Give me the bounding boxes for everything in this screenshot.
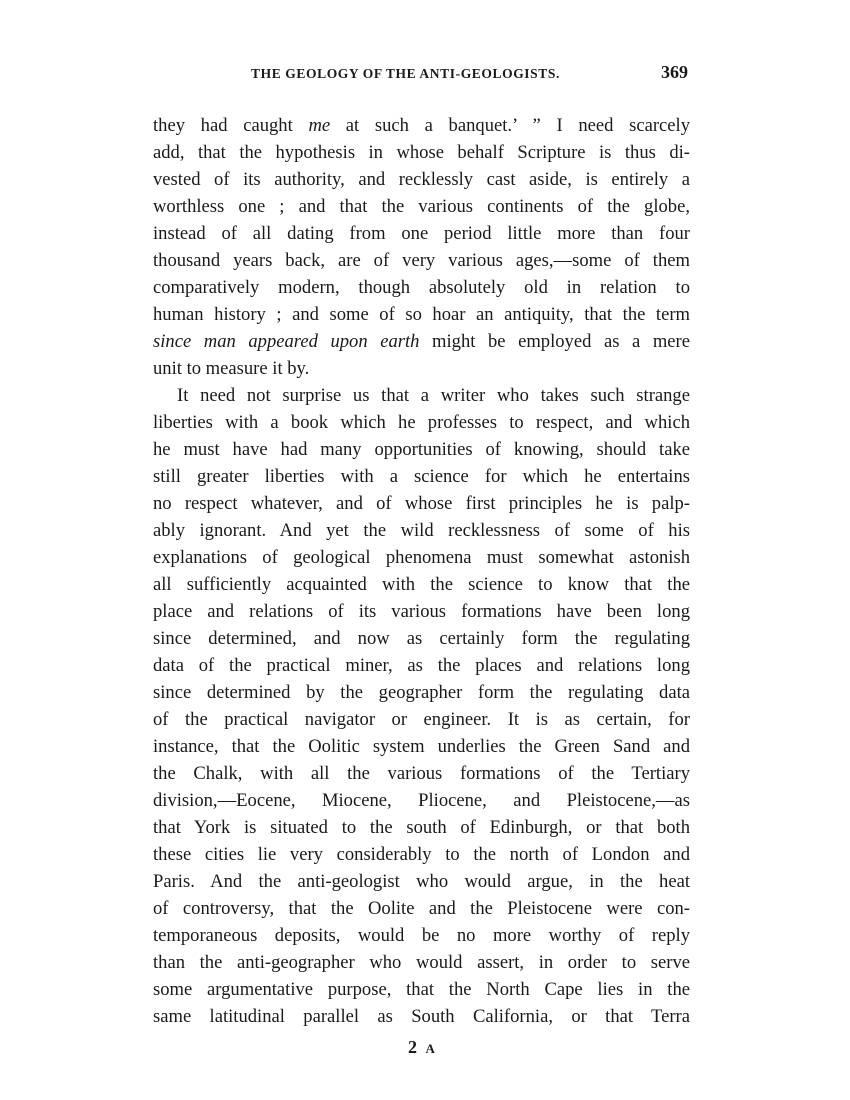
line-text: Paris. And the anti-geologist who would argue, in the heat xyxy=(153,871,690,892)
signature-number: 2 xyxy=(408,1037,420,1057)
line-text: at such a banquet.’ ” I need scarcely xyxy=(330,115,690,136)
line-text: since determined, and now as certainly form the regulating xyxy=(153,628,690,649)
text-line xyxy=(153,814,690,841)
text-line xyxy=(153,193,690,220)
text-line xyxy=(153,625,690,652)
text-line xyxy=(153,409,690,436)
text-line xyxy=(153,841,690,868)
text-line xyxy=(153,706,690,733)
text-line xyxy=(153,976,690,1003)
text-line xyxy=(153,301,690,328)
text-line xyxy=(153,571,690,598)
line-text: human history ; and some of so hoar an antiquity, that the term xyxy=(153,304,690,325)
line-text: temporaneous deposits, would be no more worthy of reply xyxy=(153,925,690,946)
text-line xyxy=(153,139,690,166)
text-line xyxy=(153,652,690,679)
text-line xyxy=(153,166,690,193)
text-line xyxy=(153,895,690,922)
text-line xyxy=(153,949,690,976)
text-line xyxy=(153,679,690,706)
running-head xyxy=(153,60,690,90)
line-text: these cities lie very considerably to the north of London and xyxy=(153,844,690,865)
text-line xyxy=(153,328,690,355)
line-text: still greater liberties with a science for which he entertains xyxy=(153,466,690,487)
text-line xyxy=(153,490,690,517)
line-text: all sufficiently acquainted with the science to know that the xyxy=(153,574,690,595)
italic-text: me xyxy=(308,115,331,136)
line-text: instead of all dating from one period little more than four xyxy=(153,223,690,244)
line-text: that York is situated to the south of Edinburgh, or that both xyxy=(153,817,690,838)
text-line xyxy=(153,1003,690,1030)
book-page xyxy=(153,60,690,1057)
line-text: they had caught xyxy=(153,115,309,136)
text-line xyxy=(153,436,690,463)
line-text: of the practical navigator or engineer. It is as certain, for xyxy=(153,709,690,730)
line-text: liberties with a book which he professes to respect, and which xyxy=(153,412,690,433)
line-text: add, that the hypothesis in whose behalf Scripture is thus di- xyxy=(153,142,690,163)
line-text: he must have had many opportunities of knowing, should take xyxy=(153,439,690,460)
line-text: place and relations of its various formations have been long xyxy=(153,601,690,622)
line-text: same latitudinal parallel as South California, or that Terra xyxy=(153,1006,690,1027)
line-text: than the anti-geographer who would assert, in order to serve xyxy=(153,952,690,973)
signature-mark xyxy=(153,1034,690,1060)
text-line xyxy=(153,922,690,949)
text-line xyxy=(153,544,690,571)
line-text: explanations of geological phenomena must somewhat astonish xyxy=(153,547,690,568)
line-text: comparatively modern, though absolutely old in relation to xyxy=(153,277,690,298)
text-line xyxy=(153,463,690,490)
text-line xyxy=(153,598,690,625)
line-text: no respect whatever, and of whose first principles he is palp- xyxy=(153,493,690,514)
line-text: worthless one ; and that the various continents of the globe, xyxy=(153,196,690,217)
line-text: It need not surprise us that a writer who takes such strange xyxy=(177,385,690,406)
line-text: might be employed as a mere xyxy=(419,331,690,352)
signature-letter: A xyxy=(425,1041,435,1056)
body-text xyxy=(153,112,690,1030)
page-number: 369 xyxy=(661,62,688,82)
line-text: thousand years back, are of very various ages,—some of them xyxy=(153,250,690,271)
line-text: some argumentative purpose, that the North Cape lies in the xyxy=(153,979,690,1000)
line-text: unit to measure it by. xyxy=(153,358,310,379)
line-text: the Chalk, with all the various formations of the Tertiary xyxy=(153,763,690,784)
line-text: division,—Eocene, Miocene, Pliocene, and Pleistocene,—as xyxy=(153,790,690,811)
text-line xyxy=(153,517,690,544)
text-line xyxy=(153,220,690,247)
text-line xyxy=(153,382,690,409)
text-line xyxy=(153,787,690,814)
text-line xyxy=(153,760,690,787)
text-line xyxy=(153,112,690,139)
text-line xyxy=(153,733,690,760)
line-text: vested of its authority, and recklessly cast aside, is entirely a xyxy=(153,169,690,190)
text-line xyxy=(153,868,690,895)
line-text: of controversy, that the Oolite and the Pleistocene were con- xyxy=(153,898,690,919)
text-line xyxy=(153,274,690,301)
text-line xyxy=(153,247,690,274)
italic-text: since man appeared upon earth xyxy=(153,331,420,352)
running-title: THE GEOLOGY OF THE ANTI-GEOLOGISTS. xyxy=(251,66,560,81)
line-text: ably ignorant. And yet the wild recklessness of some of his xyxy=(153,520,690,541)
line-text: data of the practical miner, as the places and relations long xyxy=(153,655,690,676)
line-text: since determined by the geographer form the regulating data xyxy=(153,682,690,703)
line-text: instance, that the Oolitic system underlies the Green Sand and xyxy=(153,736,690,757)
text-line xyxy=(153,355,690,382)
